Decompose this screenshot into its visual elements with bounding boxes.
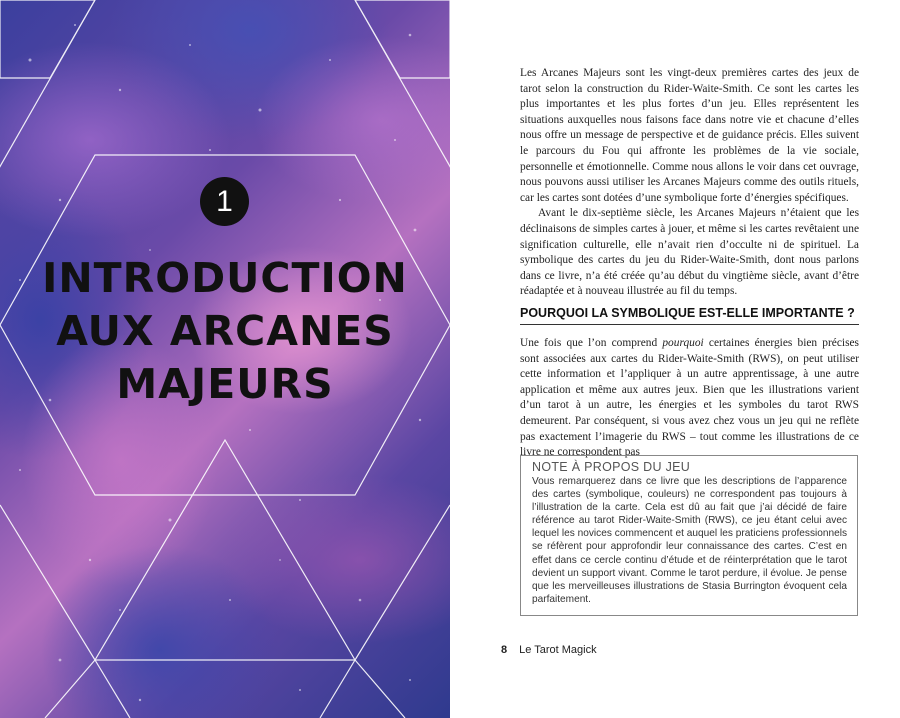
note-box [520,455,858,616]
paragraph-3-end: certaines énergies bien précises sont associées aux cartes du Rider-Waite-Smith (RWS), on peut utiliser cette information et l’appliquer à un autre apprentissage, à une autre application et même aux autres jeux. Bien que les illustrations varient d’un tarot à un autre, les énergies et les symboles du tarot RWS demeurent. Par conséquent, si vous avez chez vous un jeu qui ne reflète pas exactement l’imagerie du RWS – tout comme les illustrations de ce livre ne correspondent pas [520,337,859,459]
note-text: Vous remarquerez dans ce livre que les descriptions de l’apparence des cartes (symbolique, couleurs) ne correspondent pas toujours à l’illustration de la carte. Cela est dû au fait que j’ai décidé de faire référence au tarot Rider-Waite-Smith (RWS), ce jeu étant celui avec lequel les novices commencent et auquel les praticiens professionnels se réfèrent pour approfondir leur connaissance des cartes. C’est en effet dans ce cercle continu d’étude et de réinterprétation que le tarot devient un support vivant. Comme le tarot perdure, il évolue. Je pense que les merveilleuses illustrations de Stasia Burrington évoquent cela parfaitement. [532,476,847,605]
intro-text-block [520,66,859,300]
paragraph-3-start: Une fois que l’on comprend [520,337,663,349]
note-title: NOTE À PROPOS DU JEU [532,460,691,474]
chapter-title-line-3: MAJEURS [116,360,334,408]
section-heading: POURQUOI LA SYMBOLIQUE EST-ELLE IMPORTANTE ? [520,306,859,325]
chapter-title [40,252,410,411]
page-number: 8 [501,644,508,656]
chapter-number-badge: 1 [200,177,249,226]
text-page [450,0,900,718]
page-footer [501,644,597,656]
chapter-title-line-2: AUX ARCANES [56,307,394,355]
paragraph-1: Les Arcanes Majeurs sont les vingt-deux premières cartes des jeux de tarot selon la construction du Rider-Waite-Smith. Ce sont les cartes les plus importantes et les plus fortes d’un jeu. Elles représentent les situations auxquelles nous faisons face dans notre vie et chacune d’elles nous offre un message de perspective et de guidance précis. Elles suivent le parcours du Fou qui affronte les problèmes de la vie sociale, personnelle et émotionnelle. Comme nous allons le voir dans cet ouvrage, nous pouvons aussi utiliser les Arcanes Majeurs comme des outils rituels, car les cartes sont dotées d’une symbolique forte d’énergies spécifiques. [520,67,859,204]
running-title: Le Tarot Magick [519,644,597,656]
paragraph-3 [520,336,859,461]
chapter-title-line-1: INTRODUCTION [42,254,408,302]
symbolism-text-block [520,336,859,461]
paragraph-3-emphasis: pourquoi [662,337,704,349]
paragraph-2: Avant le dix-septième siècle, les Arcanes Majeurs n’étaient que les déclinaisons de simples cartes à jouer, et même si les cartes revêtaient une signification culturelle, elle n’avait rien d’occulte ni de spirituel. La symbolique des cartes du jeu du Rider-Waite-Smith, dont nous parlons dans ce livre, n’a été créée qu’au début du vingtième siècle, avant d’être réadaptée et à nouveau illustrée au fil du temps. [520,207,859,298]
